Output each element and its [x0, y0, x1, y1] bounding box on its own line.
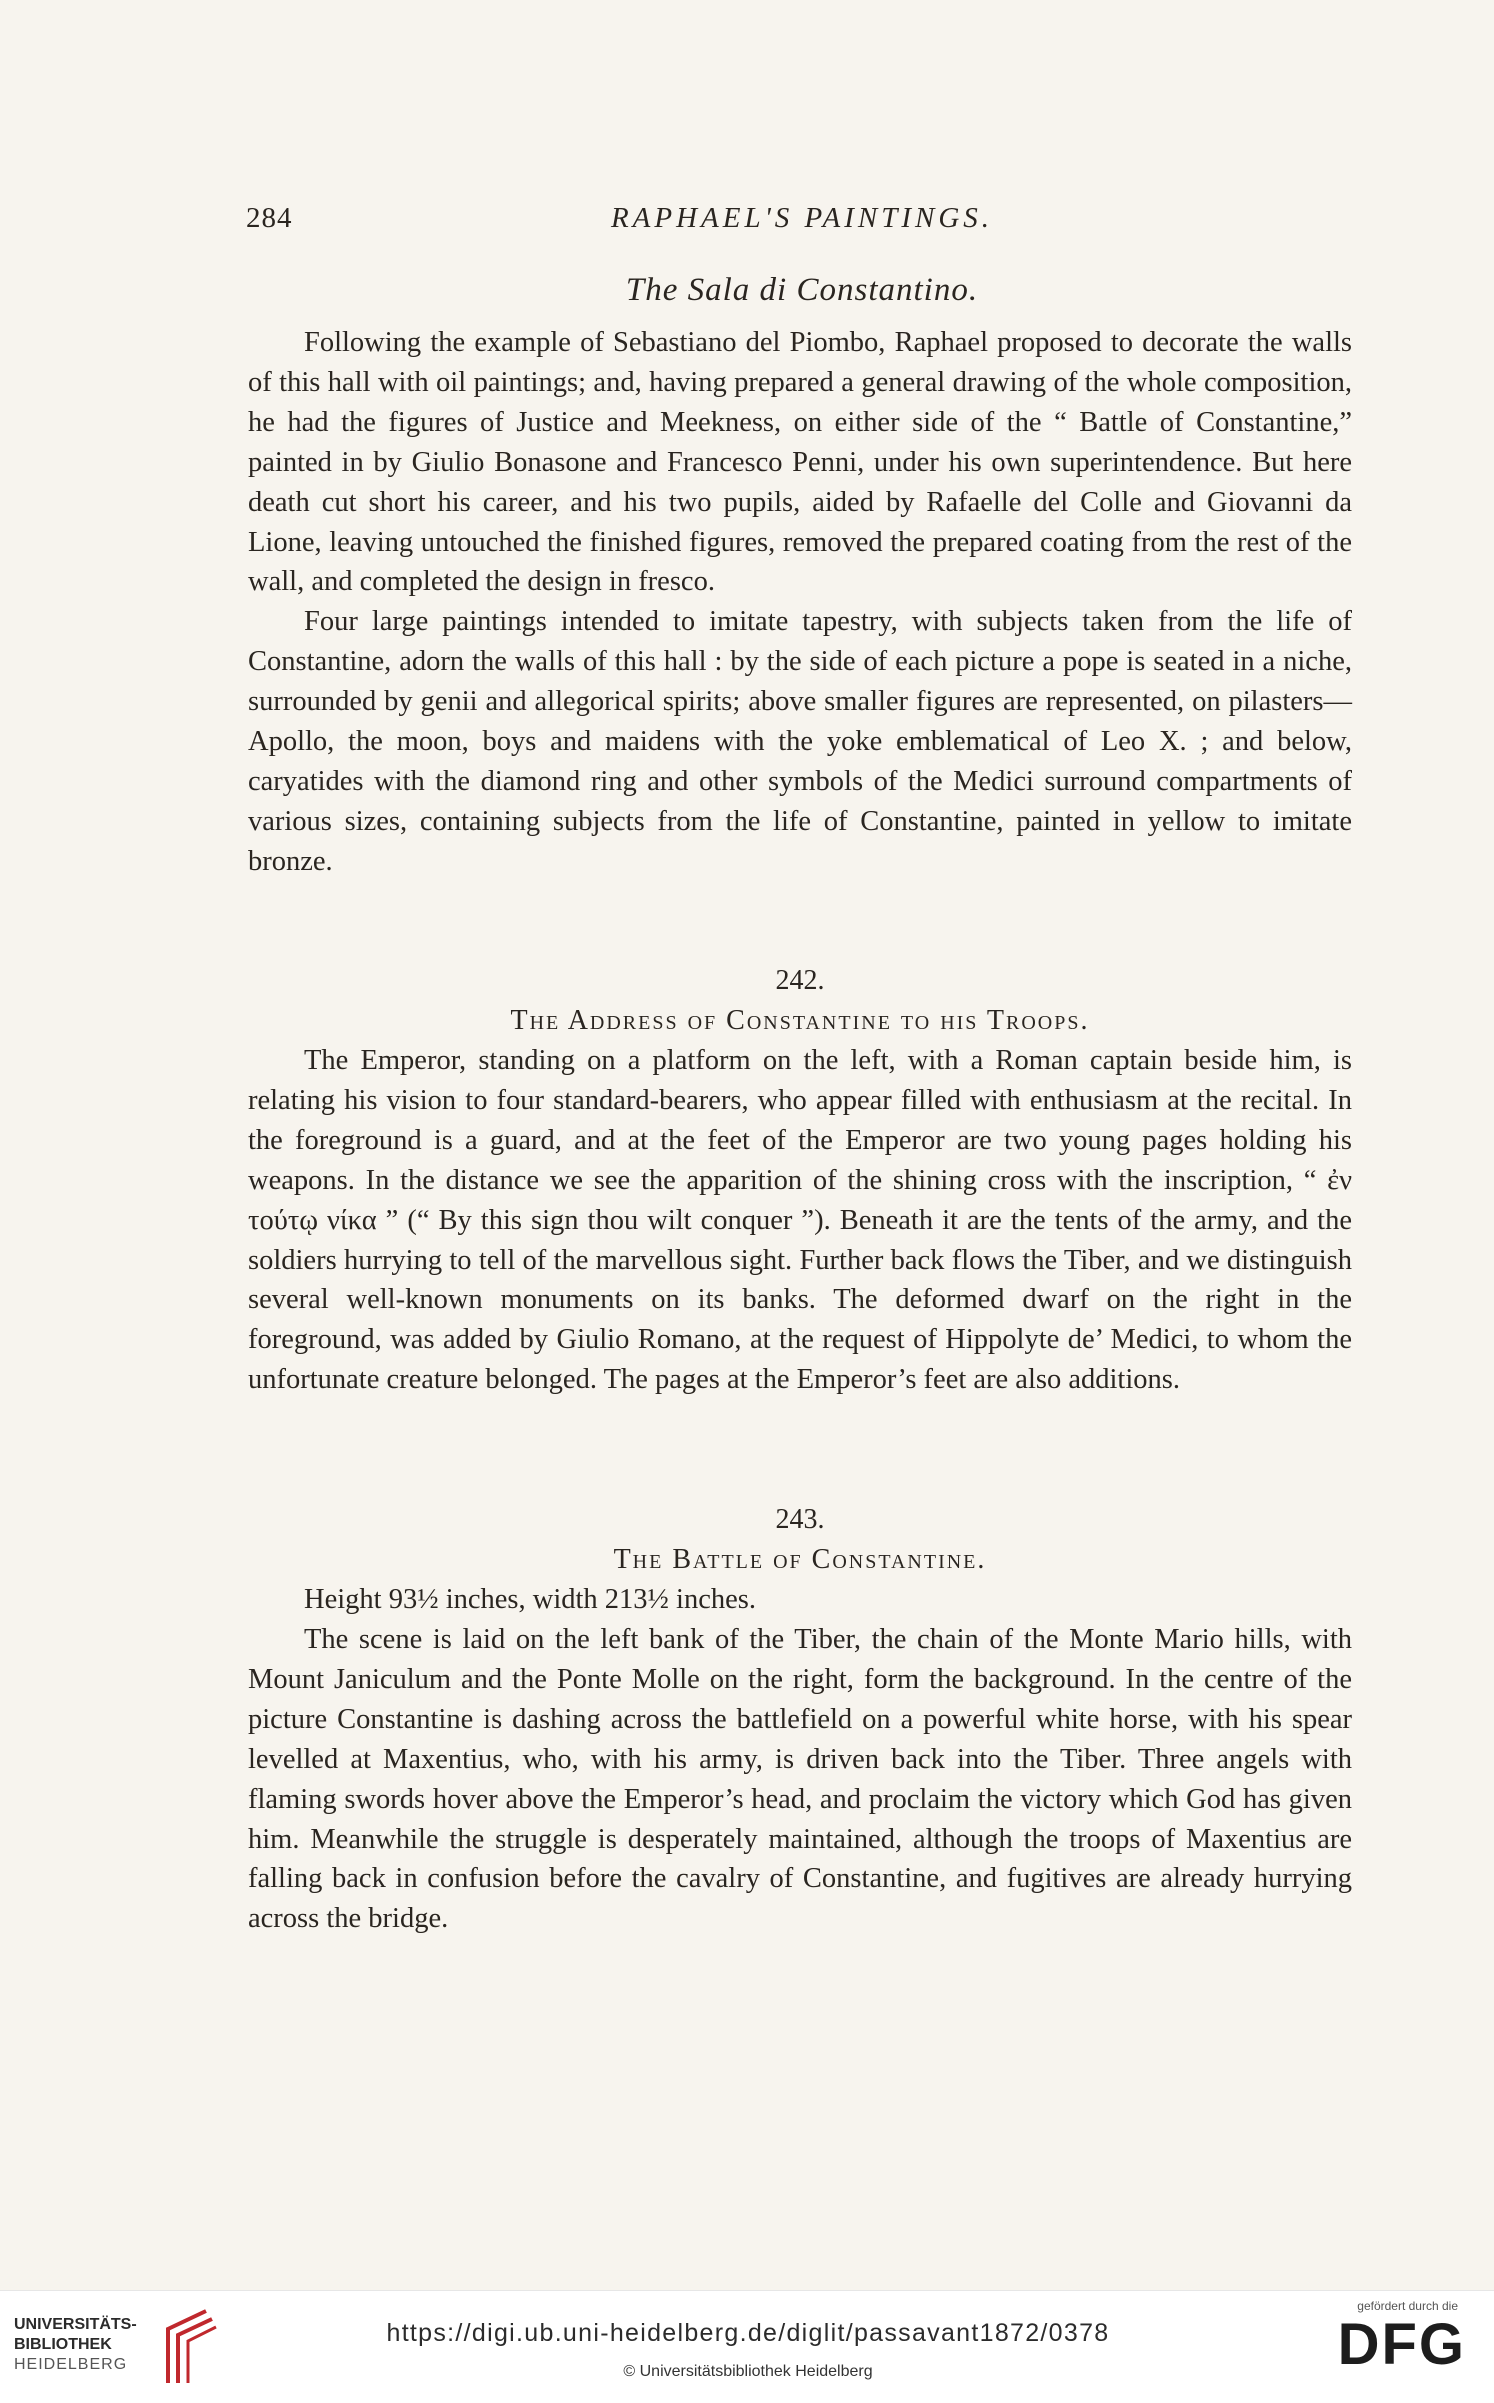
- permalink-url[interactable]: https://digi.ub.uni-heidelberg.de/diglit/passavant1872/0378: [386, 2319, 1110, 2347]
- library-logo[interactable]: [14, 2309, 214, 2387]
- entry-243: [248, 1500, 1352, 1939]
- dfg-logo: DFG: [1337, 2312, 1466, 2377]
- library-mark-icon: [160, 2309, 218, 2385]
- entry-body: The Emperor, standing on a platform on the left, with a Roman captain beside him, is relating his vision to four standard-bearers, who appear filled with enthusiasm at the recital. In the foreground is a guard, and at the feet of the Emperor are two young pages holding his weapons. In the distance we see the apparition of the shining cross with the inscription, “ ἐν τούτῳ νίκα ” (“ By this sign thou wilt conquer ”). Beneath it are the tents of the army, and the soldiers hurrying to tell of the marvellous sight. Further back flows the Tiber, and we distinguish several well-known monuments on its banks. The deformed dwarf on the right in the foreground, was added by Giulio Romano, at the request of Hippolyte de’ Medici, to whom the unfortunate creature belonged. The pages at the Emperor’s feet are also additions.: [248, 1045, 1352, 1396]
- funder-block[interactable]: [1316, 2299, 1466, 2395]
- funded-by-label: gefördert durch die: [1357, 2299, 1458, 2313]
- entry-dimensions: Height 93½ inches, width 213½ inches.: [304, 1584, 756, 1615]
- intro-paragraph-1: Following the example of Sebastiano del Piombo, Raphael proposed to decorate the walls of this hall with oil paintings; and, having prepared a general drawing of the whole composition, he had the figures of Justice and Meekness, on either side of the “ Battle of Constantine,” painted in by Giulio Bonasone and Francesco Penni, under his own superintendence. But here death cut short his career, and his two pupils, aided by Rafaelle del Colle and Giovanni da Lione, leaving untouched the finished figures, removed the prepared coating from the rest of the wall, and completed the design in fresco.: [248, 327, 1352, 598]
- section-title: The Sala di Constantino.: [625, 272, 979, 308]
- library-name-line3: HEIDELBERG: [14, 2356, 128, 2373]
- running-title: RAPHAEL'S PAINTINGS.: [610, 202, 994, 234]
- entry-number: 243.: [775, 1504, 825, 1535]
- copyright-notice: © Universitätsbibliothek Heidelberg: [623, 2363, 873, 2380]
- library-name-line1: UNIVERSITÄTS-: [14, 2316, 137, 2333]
- entry-title: The Battle of Constantine.: [613, 1544, 987, 1575]
- library-name-line2: BIBLIOTHEK: [14, 2336, 112, 2353]
- entry-number: 242.: [775, 965, 825, 996]
- page-number: 284: [246, 202, 293, 234]
- entry-title: The Address of Constantine to his Troops.: [510, 1005, 1090, 1036]
- entry-body: The scene is laid on the left bank of the Tiber, the chain of the Monte Mario hills, with Mount Janiculum and the Ponte Molle on the right, form the background. In the centre of the picture Constantine is dashing across the battlefield on a powerful white horse, with his spear levelled at Maxentius, who, with his army, is driven back into the Tiber. Three angels with flaming swords hover above the Emperor’s head, and proclaim the victory which God has given him. Meanwhile the struggle is desperately maintained, although the troops of Maxentius are falling back in confusion before the cavalry of Constantine, and fugitives are already hurrying across the bridge.: [248, 1624, 1352, 1935]
- entry-242: [248, 961, 1352, 1400]
- intro-section: [248, 323, 1352, 882]
- intro-paragraph-2: Four large paintings intended to imitate tapestry, with subjects taken from the life of Constantine, adorn the walls of this hall : by the side of each picture a pope is seated in a niche, surrounded by genii and allegorical spirits; above smaller figures are represented, on pilasters—Apollo, the moon, boys and maidens with the yoke emblematical of Leo X. ; and below, caryatides with the diamond ring and other symbols of the Medici surround compartments of various sizes, containing subjects from the life of Constantine, painted in yellow to imitate bronze.: [248, 606, 1352, 877]
- viewer-footer: [0, 2290, 1494, 2403]
- running-head: [246, 202, 1358, 242]
